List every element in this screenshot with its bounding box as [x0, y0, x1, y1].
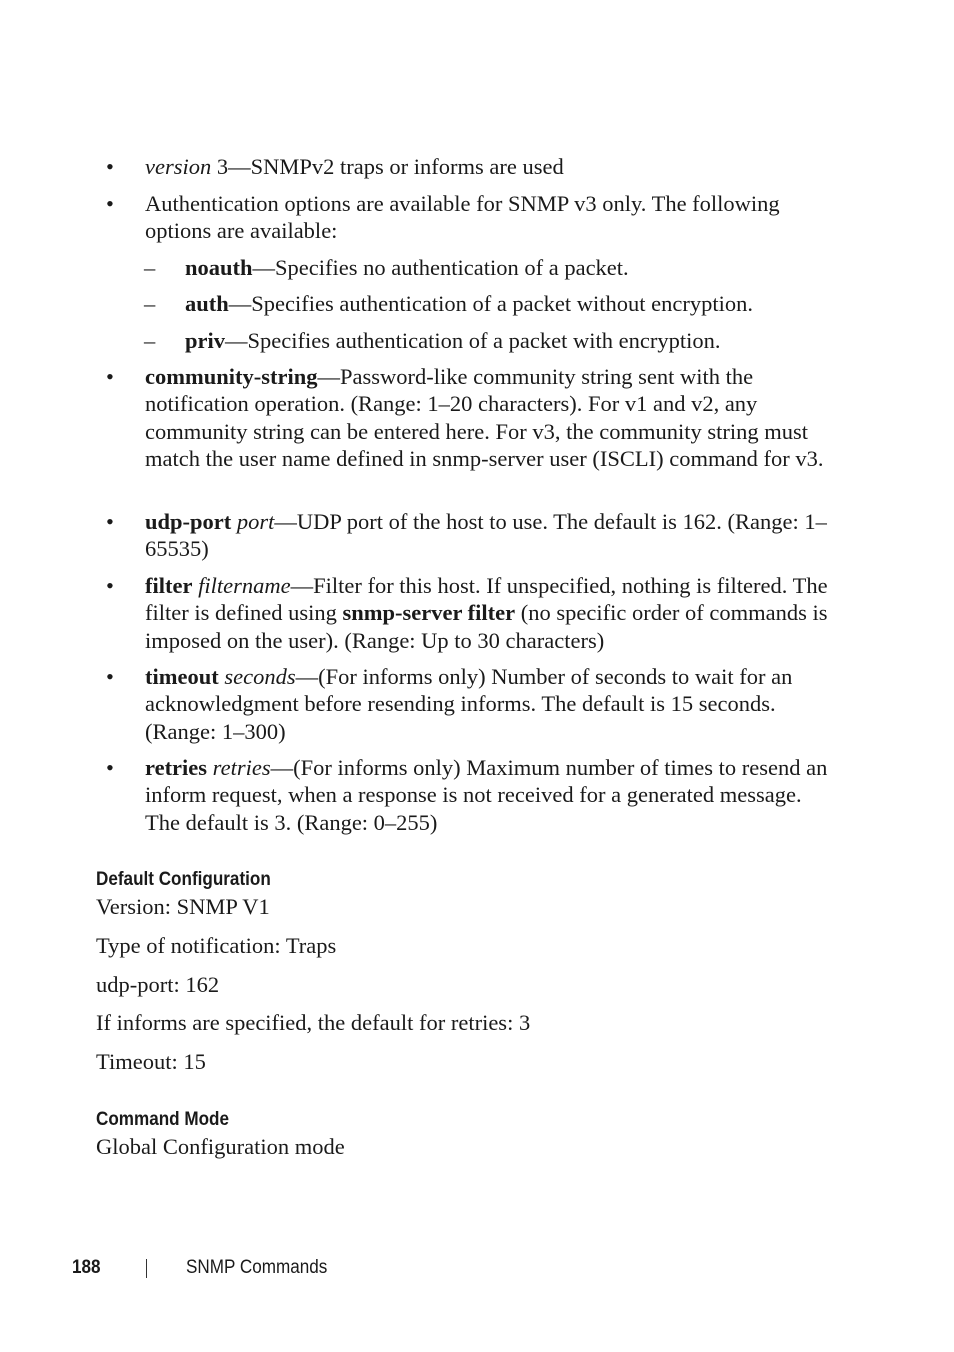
default-config-line: Type of notification: Traps	[96, 933, 337, 958]
option-description: —Specifies authentication of a packet without encryption.	[228, 291, 753, 316]
dash-marker: –	[144, 291, 156, 316]
param-description: —Filter for this host. If unspecified, nothing is filtered. The filter is defined using	[145, 573, 828, 626]
bullet-marker: •	[106, 154, 114, 179]
bullet-marker: •	[106, 664, 114, 689]
param-description: —SNMPv2 traps or informs are used	[228, 154, 564, 179]
param-description: —(For informs only) Number of seconds to wait for an acknowledgment before resending informs. The default is 15 seconds. (Range: 1–300)	[145, 664, 793, 744]
param-term: retries	[145, 755, 208, 780]
param-description: —Password-like community string sent with the notification operation. (Range: 1–20 characters). For v1 and v2, any community string can be entered here. For v3, the community string must match the user name defined in snmp-server user (ISCLI) command for v3.	[145, 364, 824, 471]
bullet-marker: •	[106, 509, 114, 534]
param-term: timeout	[145, 664, 219, 689]
page-number: 188	[72, 1257, 101, 1278]
param-description: —(For informs only) Maximum number of times to resend an inform request, when a response is not received for a generated message. The default is 3. (Range: 0–255)	[145, 755, 828, 835]
param-term: version	[145, 154, 212, 179]
command-mode-text: Global Configuration mode	[96, 1134, 345, 1159]
option-term: priv	[185, 328, 226, 353]
default-config-line: Version: SNMP V1	[96, 894, 270, 919]
param-term: community-string	[145, 364, 318, 389]
default-config-line: If informs are specified, the default for retries: 3	[96, 1010, 531, 1035]
option-term: noauth	[185, 255, 253, 280]
bullet-marker: •	[106, 191, 114, 216]
bullet-marker: •	[106, 364, 114, 389]
param-term: udp-port	[145, 509, 232, 534]
option-description: —Specifies authentication of a packet with encryption.	[225, 328, 721, 353]
param-argument: port	[231, 509, 275, 534]
param-description-continued: (no specific order of commands is imposed on the user). (Range: Up to 30 characters)	[145, 600, 828, 653]
option-term: auth	[185, 291, 229, 316]
dash-marker: –	[144, 255, 156, 280]
bullet-marker: •	[106, 573, 114, 598]
command-reference: snmp-server filter	[342, 600, 516, 626]
param-description: Authentication options are available for SNMP v3 only. The following options are available:	[145, 191, 780, 244]
default-config-line: Timeout: 15	[96, 1049, 206, 1074]
param-argument: retries	[207, 755, 271, 780]
footer-divider	[146, 1259, 147, 1278]
param-argument: filtername	[192, 573, 291, 598]
section-heading-command-mode: Command Mode	[96, 1109, 230, 1130]
dash-marker: –	[144, 328, 156, 353]
section-heading-default-configuration: Default Configuration	[96, 869, 271, 890]
param-term: filter	[145, 573, 193, 598]
default-config-line: udp-port: 162	[96, 972, 220, 997]
param-term-value: 3	[211, 154, 229, 179]
footer-section-title: SNMP Commands	[186, 1257, 328, 1278]
param-argument: seconds	[218, 664, 296, 689]
bullet-marker: •	[106, 755, 114, 780]
param-description: —UDP port of the host to use. The default is 162. (Range: 1–65535)	[145, 509, 827, 562]
option-description: —Specifies no authentication of a packet.	[252, 255, 629, 280]
